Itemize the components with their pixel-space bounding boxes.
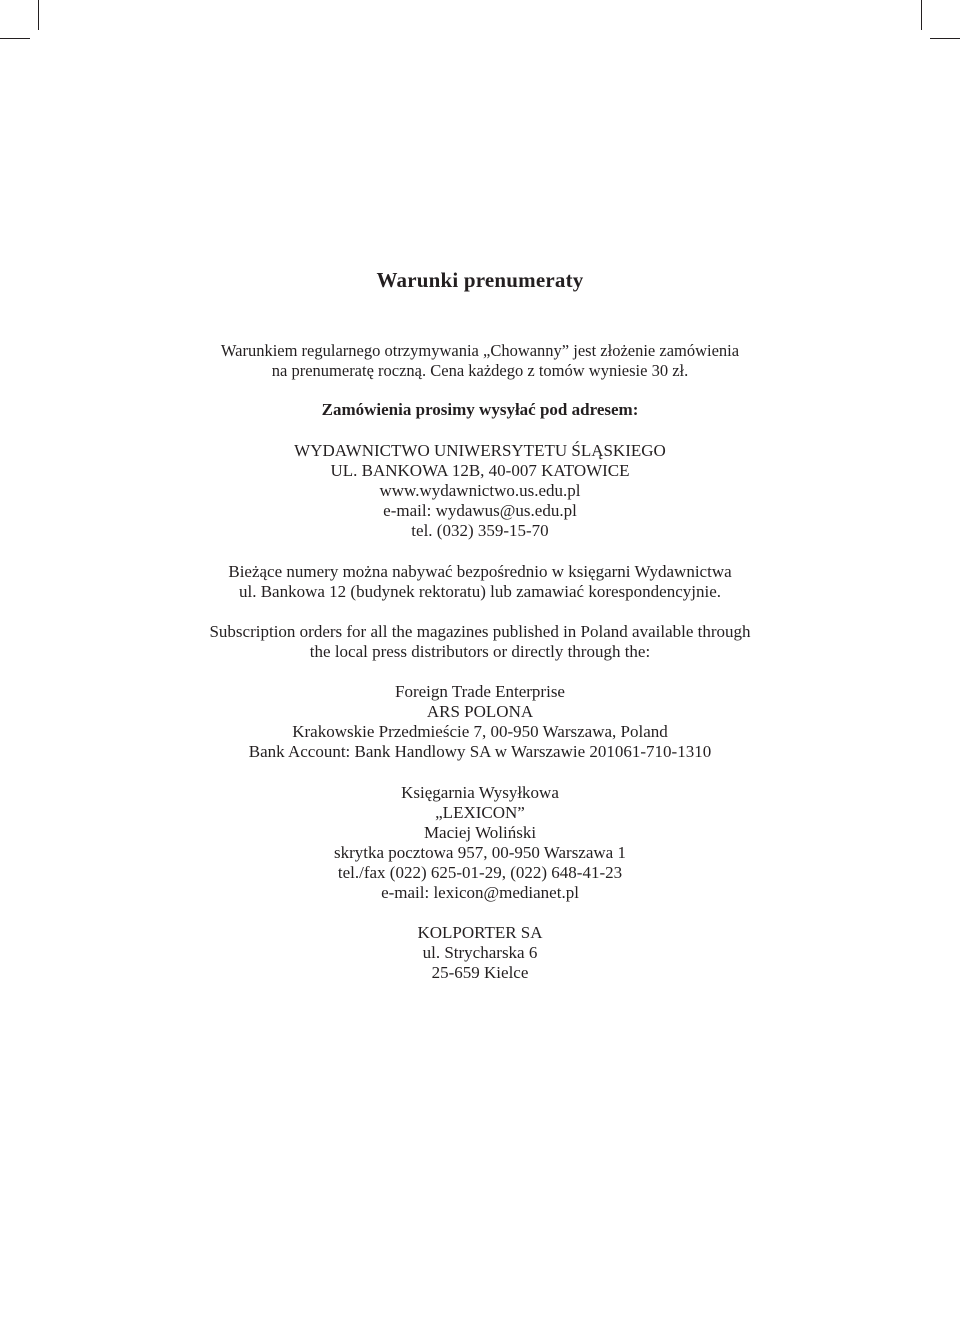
lexicon-address bbox=[0, 783, 960, 903]
lexicon-line-2: „LEXICON” bbox=[435, 803, 525, 822]
intro-paragraph bbox=[0, 341, 960, 381]
publisher-website-link[interactable]: www.wydawnictwo.us.edu.pl bbox=[379, 481, 581, 500]
crop-mark-top-right-vertical bbox=[921, 0, 922, 30]
ars-polona-address bbox=[0, 682, 960, 762]
crop-mark-top-right-horizontal bbox=[930, 38, 960, 39]
ars-polona-line-2: ARS POLONA bbox=[426, 702, 534, 721]
kolporter-address bbox=[0, 923, 960, 983]
publisher-phone: tel. (032) 359-15-70 bbox=[411, 521, 549, 540]
ars-polona-line-4: Bank Account: Bank Handlowy SA w Warszawie 201061-710-1310 bbox=[248, 742, 712, 761]
publisher-email-link[interactable]: e-mail: wydawus@us.edu.pl bbox=[383, 501, 577, 520]
current-issues-line-1: Bieżące numery można nabywać bezpośrednio w księgarni Wydawnictwa bbox=[228, 562, 732, 581]
current-issues-line-2: ul. Bankowa 12 (budynek rektoratu) lub zamawiać korespondencyjnie. bbox=[239, 582, 721, 601]
page-title: Warunki prenumeraty bbox=[376, 268, 584, 292]
current-issues-paragraph bbox=[0, 562, 960, 602]
intro-line-1: Warunkiem regularnego otrzymywania „Chowanny” jest złożenie zamówienia bbox=[220, 341, 740, 360]
kolporter-line-1: KOLPORTER SA bbox=[417, 923, 543, 942]
crop-mark-top-left-vertical bbox=[38, 0, 39, 30]
ars-polona-line-1: Foreign Trade Enterprise bbox=[395, 682, 565, 701]
orders-heading-text: Zamówienia prosimy wysyłać pod adresem: bbox=[321, 400, 639, 419]
intro-line-2: na prenumeratę roczną. Cena każdego z tomów wyniesie 30 zł. bbox=[271, 361, 689, 380]
ars-polona-line-3: Krakowskie Przedmieście 7, 00-950 Warszawa, Poland bbox=[292, 722, 668, 741]
orders-heading bbox=[0, 400, 960, 420]
crop-mark-top-left-horizontal bbox=[0, 38, 30, 39]
lexicon-email-link[interactable]: e-mail: lexicon@medianet.pl bbox=[381, 883, 579, 902]
kolporter-line-3: 25-659 Kielce bbox=[431, 963, 529, 982]
subscription-line-1: Subscription orders for all the magazines published in Poland available through bbox=[209, 622, 751, 641]
publisher-name: WYDAWNICTWO UNIWERSYTETU ŚLĄSKIEGO bbox=[294, 441, 666, 460]
lexicon-line-5: tel./fax (022) 625-01-29, (022) 648-41-23 bbox=[337, 863, 623, 882]
subscription-english-paragraph bbox=[0, 622, 960, 662]
lexicon-line-3: Maciej Woliński bbox=[423, 823, 537, 842]
kolporter-line-2: ul. Strycharska 6 bbox=[422, 943, 538, 962]
publisher-address bbox=[0, 441, 960, 541]
publisher-street: UL. BANKOWA 12B, 40-007 KATOWICE bbox=[330, 461, 630, 480]
lexicon-line-4: skrytka pocztowa 957, 00-950 Warszawa 1 bbox=[334, 843, 626, 862]
lexicon-line-1: Księgarnia Wysyłkowa bbox=[401, 783, 559, 802]
subscription-line-2: the local press distributors or directly through the: bbox=[309, 642, 651, 661]
